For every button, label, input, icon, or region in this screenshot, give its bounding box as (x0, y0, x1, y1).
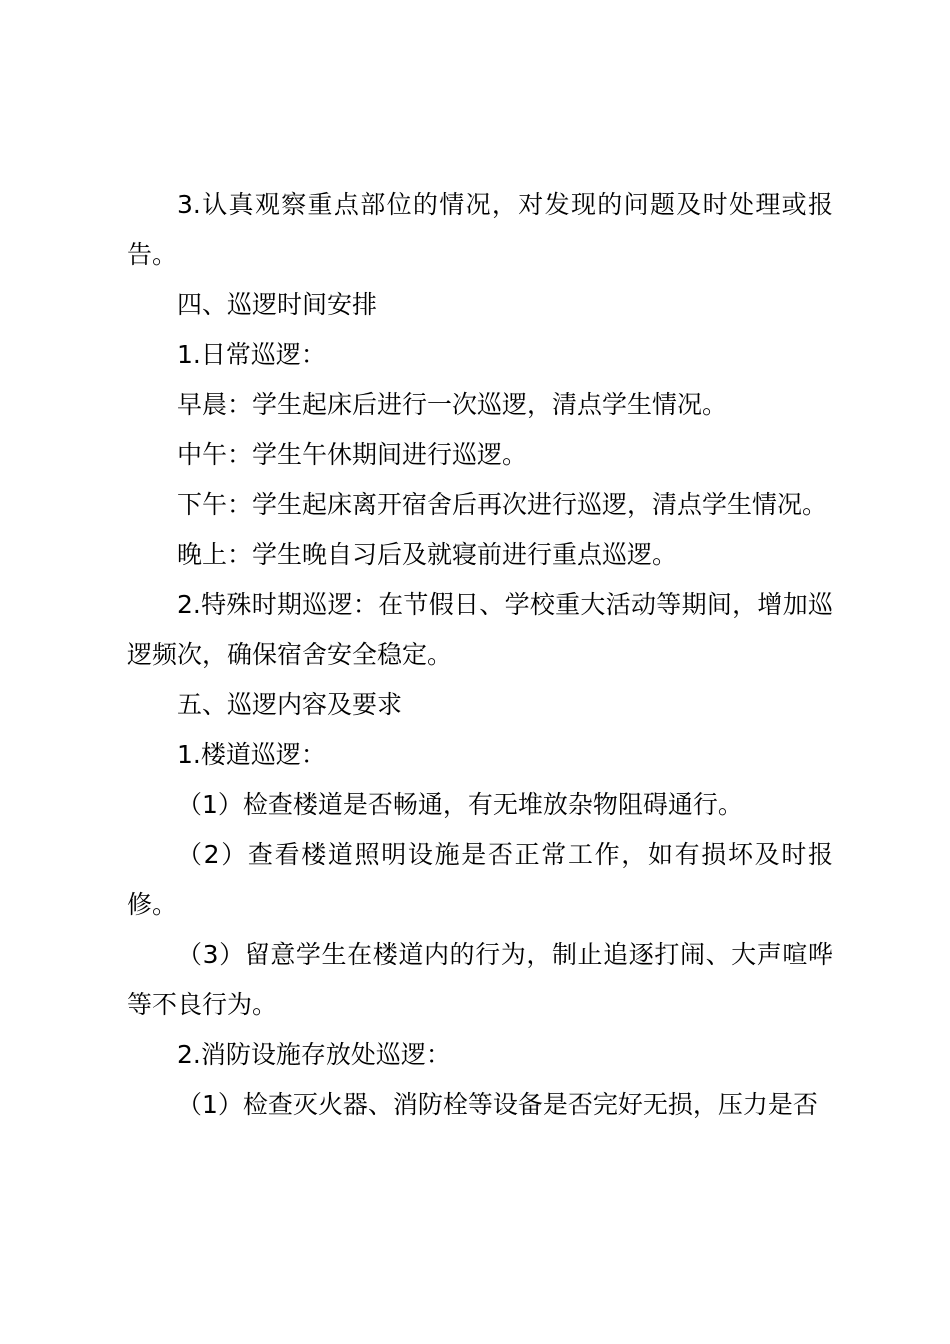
paragraph-morning: 早晨：学生起床后进行一次巡逻，清点学生情况。 (177, 390, 728, 419)
subheading-daily-patrol: 1.日常巡逻： (177, 340, 326, 369)
paragraph-item-3-observe: 3.认真观察重点部位的情况，对发现的问题及时处理或报告。 (127, 190, 833, 269)
paragraph-corridor-item-3: （3）留意学生在楼道内的行为，制止追逐打闹、大声喧哗等不良行为。 (127, 940, 833, 1019)
document-body (127, 180, 833, 1130)
paragraph-afternoon: 下午：学生起床离开宿舍后再次进行巡逻，清点学生情况。 (177, 490, 828, 519)
paragraph-fire-facility-item-1: （1）检查灭火器、消防栓等设备是否完好无损，压力是否 (177, 1090, 818, 1119)
paragraph-special-period-patrol: 2.特殊时期巡逻：在节假日、学校重大活动等期间，增加巡逻频次，确保宿舍安全稳定。 (127, 590, 833, 669)
paragraph-corridor-item-1: （1）检查楼道是否畅通，有无堆放杂物阻碍通行。 (177, 790, 743, 819)
section-heading-patrol-schedule: 四、巡逻时间安排 (177, 290, 378, 319)
subheading-corridor-patrol: 1.楼道巡逻： (177, 740, 326, 769)
section-heading-patrol-content: 五、巡逻内容及要求 (177, 690, 403, 719)
paragraph-corridor-item-2: （2）查看楼道照明设施是否正常工作，如有损坏及时报修。 (127, 840, 833, 919)
paragraph-evening: 晚上：学生晚自习后及就寝前进行重点巡逻。 (177, 540, 678, 569)
subheading-fire-facility-patrol: 2.消防设施存放处巡逻： (177, 1040, 451, 1069)
paragraph-noon: 中午：学生午休期间进行巡逻。 (177, 440, 528, 469)
